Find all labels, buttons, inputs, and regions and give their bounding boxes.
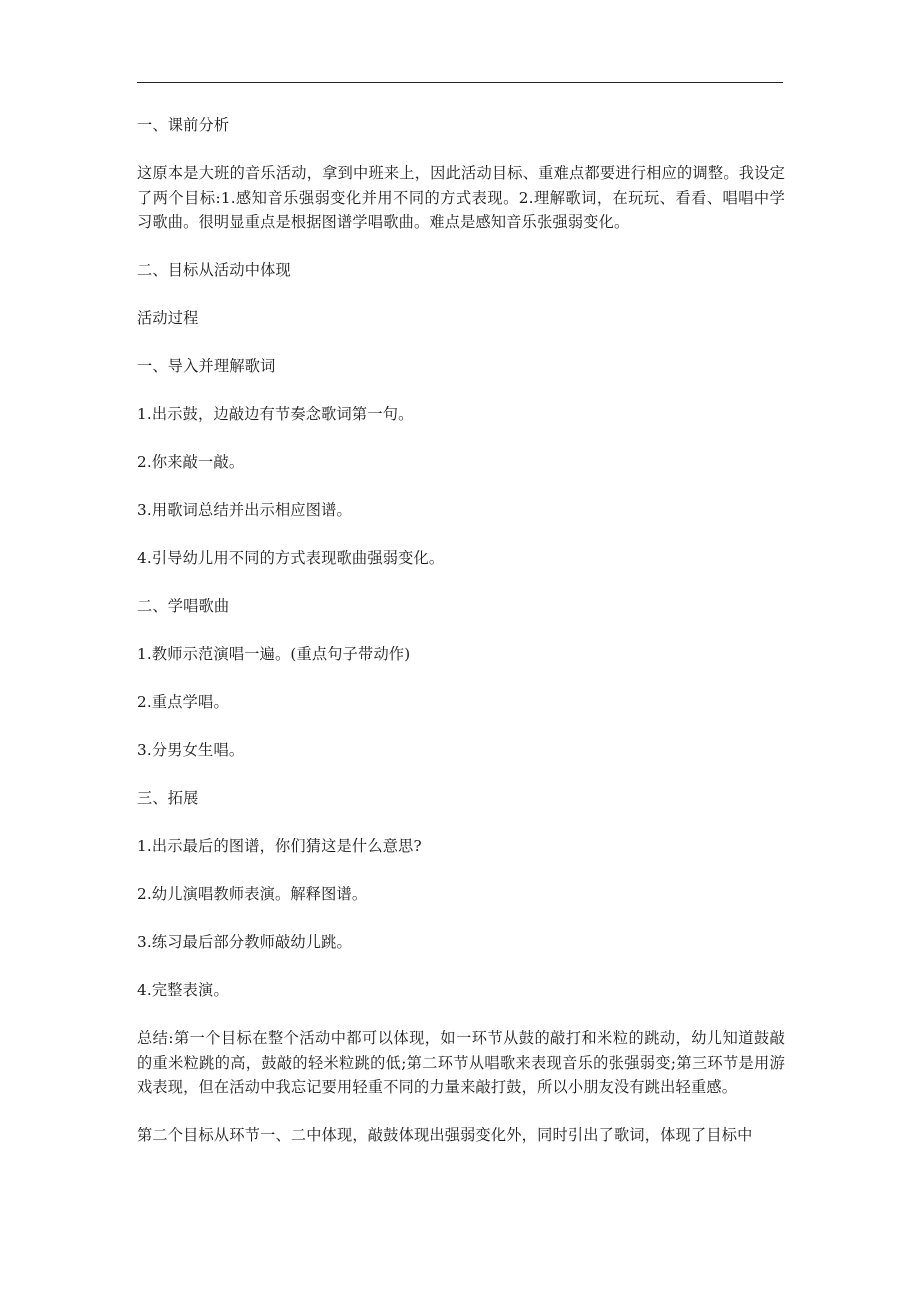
section-heading-goals: 二、目标从活动中体现 (137, 261, 291, 279)
list-item: 4.完整表演。 (137, 981, 229, 999)
list-item: 1.出示最后的图谱，你们猜这是什么意思? (137, 837, 422, 855)
list-item: 4.引导幼儿用不同的方式表现歌曲强弱变化。 (137, 549, 445, 567)
part-one-heading: 一、导入并理解歌词 (137, 357, 276, 375)
list-item: 2.你来敲一敲。 (137, 453, 245, 471)
analysis-paragraph: 这原本是大班的音乐活动，拿到中班来上，因此活动目标、重难点都要进行相应的调整。我设定了两个目标:1.感知音乐强弱变化并用不同的方式表现。2.理解歌词，在玩玩、看看、唱唱中学习歌曲。很明显重点是根据图谱学唱歌曲。难点是感知音乐张强弱变化。 (137, 164, 785, 231)
part-three-heading: 三、拓展 (137, 789, 199, 807)
summary-paragraph: 总结:第一个目标在整个活动中都可以体现，如一环节从鼓的敲打和米粒的跳动，幼儿知道鼓敲的重米粒跳的高，鼓敲的轻米粒跳的低;第二环节从唱歌来表现音乐的张强弱变;第三环节是用游戏表现，但在活动中我忘记要用轻重不同的力量来敲打鼓，所以小朋友没有跳出轻重感。 (137, 1029, 785, 1096)
activity-process-heading: 活动过程 (137, 309, 199, 327)
second-goal-paragraph: 第二个目标从环节一、二中体现，敲鼓体现出强弱变化外，同时引出了歌词，体现了目标中 (137, 1126, 753, 1144)
list-item: 2.幼儿演唱教师表演。解释图谱。 (137, 885, 368, 903)
list-item: 3.分男女生唱。 (137, 741, 245, 759)
list-item: 3.练习最后部分教师敲幼儿跳。 (137, 933, 352, 951)
list-item: 1.出示鼓，边敲边有节奏念歌词第一句。 (137, 405, 414, 423)
list-item: 2.重点学唱。 (137, 693, 229, 711)
part-two-heading: 二、学唱歌曲 (137, 597, 230, 615)
document-body (137, 113, 785, 1171)
header-rule (137, 82, 783, 83)
list-item: 3.用歌词总结并出示相应图谱。 (137, 501, 352, 519)
section-heading-pre-class-analysis: 一、课前分析 (137, 116, 230, 134)
list-item: 1.教师示范演唱一遍。(重点句子带动作) (137, 645, 411, 663)
